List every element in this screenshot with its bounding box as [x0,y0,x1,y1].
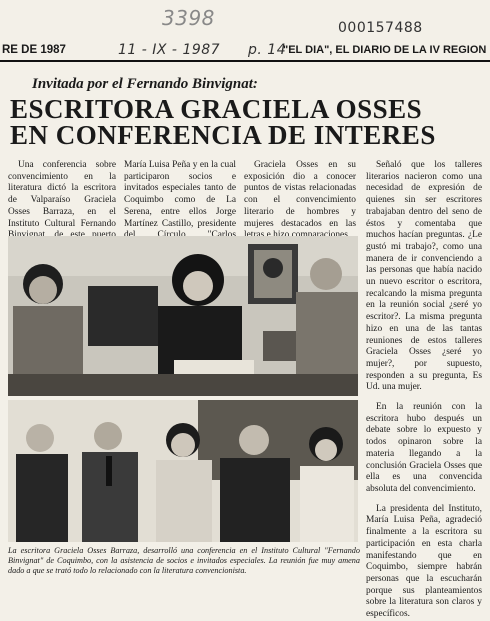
column-4-paragraph-2: En la reunión con la escritora hubo después un debate sobre lo expuesto y todos opinaron sobre la materia llegando a la conclusión Graciela Osses que ella es una convencida absoluta del convencimiento. [366,402,482,494]
headline-line-1: ESCRITORA GRACIELA OSSES [10,94,423,124]
column-1-text: Una conferencia sobre convencimiento en la literatura dictó la escritora de Valparaíso Graciela Osses Barraza, en el Instituto Cultural Fernando [8,160,116,229]
handwritten-number: 3398 [162,6,215,30]
column-3-text: Graciela Osses en su exposición dio a conocer puntos de vistas relacionadas con el convencimiento literario de hombres y mujeres destacados en las [244,160,356,229]
photo-caption: La escritora Graciela Osses Barraza, desarrolló una conferencia en el Instituto Cultural "Fernando Binvignat" de Coquimbo, con la asistencia de socios e invitados especiales. La reunión fue muy amena dado a que se trató todo lo relacionado con la literatura convencionista. [8,546,360,575]
article-column-4 [366,160,482,621]
headline-line-2: EN CONFERENCIA DE INTERES [10,120,436,150]
handwritten-page: p. 14 [248,42,287,58]
masthead-rule [0,60,490,62]
handwritten-date: 11 - IX - 1987 [118,42,221,58]
article-column-3 [244,160,356,242]
column-4-paragraph-1: Señaló que los talleres literarios nacieron como una necesidad de expresión de quienes sin ser escritores trabajaban dentro del seno de éstos y comentaba que muchos hacían preguntas. ¿Le gustó mi trabajo?, como una manera de ir convenciendo a las personas que había nacido un nuevo escritor o escritora, recalcando la misma pregunta en la reunión social ¿seré yo escritor?. La misma pregunta hizo en una de las tantas reuniones de estos talleres Graciela Osses ¿seré yo mujer?, por supuesto, responden a su pregunta, Es Ud. una mujer. [366,160,482,393]
masthead-newspaper: "EL DIA", EL DIARIO DE LA IV REGION [283,44,487,56]
kicker: Invitada por el Fernando Binvignat: [32,76,258,92]
conference-photo-top [8,236,358,396]
conference-photo-bottom [8,400,358,542]
column-4-paragraph-3: La presidenta del Instituto, María Luisa Peña, agradeció finalmente a la escritora su participación en esta charla manifestando que en Coquimbo, siempre habrán personas que la escucharán porque sus planteamientos sobre la literatura son claros y específicos. [366,503,482,620]
catalog-code: 000157488 [338,20,423,36]
masthead-date: RE DE 1987 [2,44,66,56]
column-2-text: María Luisa Peña y en la cual participaron socios e invitados especiales tanto de Coquimbo como de La Serena, entre ellos Jorge Martínez Castillo, presidente [124,160,236,229]
